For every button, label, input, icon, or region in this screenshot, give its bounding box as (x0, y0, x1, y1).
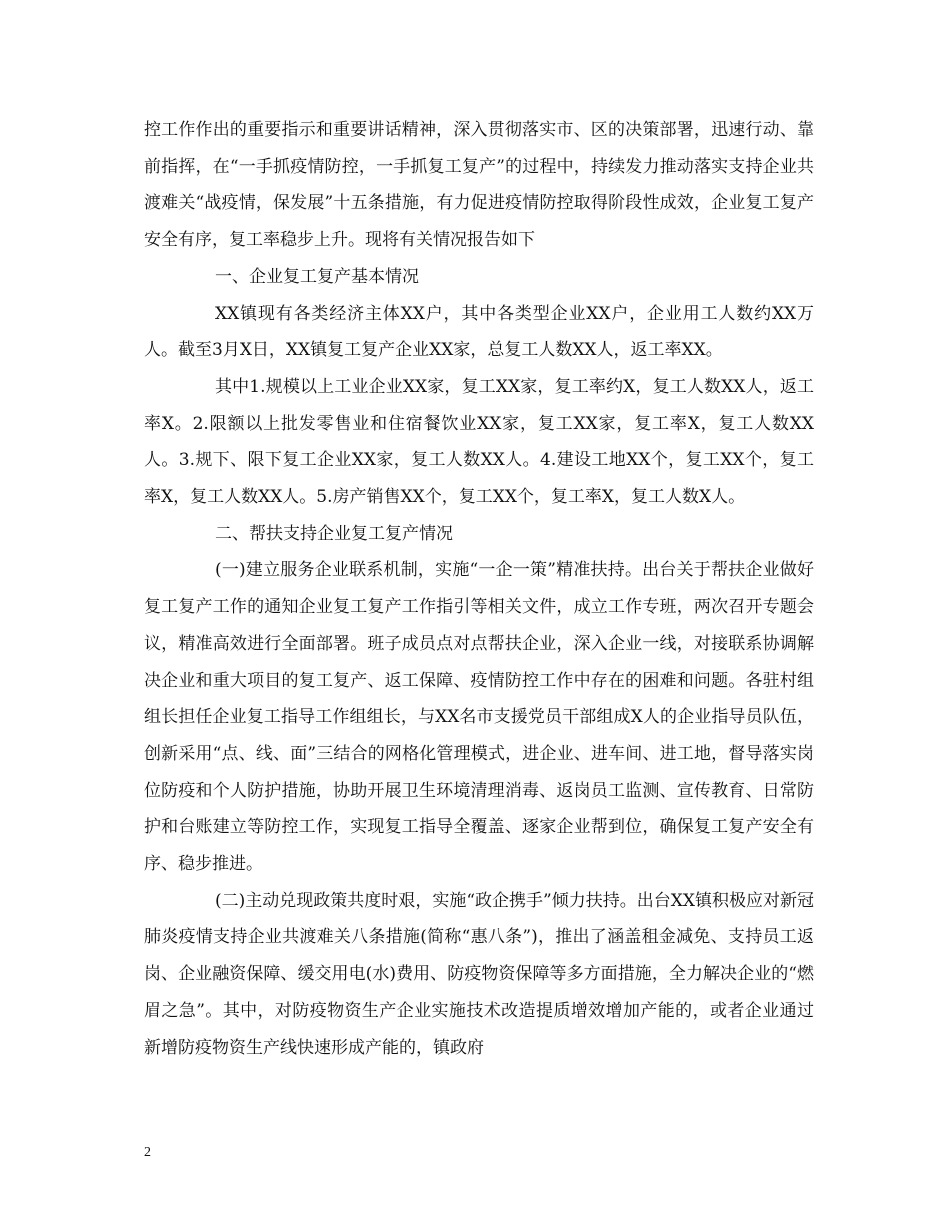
section-heading-1: 一、企业复工复产基本情况 (215, 266, 419, 287)
paragraph-measure-1: (一)建立服务企业联系机制，实施“一企一策”精准扶持。出台关于帮扶企业做好复工复产工作的通知企业复工复产工作指引等相关文件，成立工作专班，两次召开专题会议，精准高效进行全面部署。班子成员点对点帮扶企业，深入企业一线，对接联系协调解决企业和重大项目的复工复产、返工保障、疫情防控工作中存在的困难和问题。各驻村组组长担任企业复工指导工作组组长，与XX名市支援党员干部组成X人的企业指导员队伍，创新采用“点、线、面”三结合的网格化管理模式，进企业、进车间、进工地，督导落实岗位防疫和个人防护措施，协助开展卫生环境清理消毒、返岗员工监测、宣传教育、日常防护和台账建立等防控工作，实现复工指导全覆盖、逐家企业帮到位，确保复工复产安全有序、稳步推进。 (144, 560, 814, 875)
paragraph-intro-continued: 控工作作出的重要指示和重要讲话精神，深入贯彻落实市、区的决策部署，迅速行动、靠前指挥，在“一手抓疫情防控，一手抓复工复产”的过程中，持续发力推动落实支持企业共渡难关“战疫情，保发展”十五条措施，有力促进疫情防控取得阶段性成效，企业复工复产安全有序，复工率稳步上升。现将有关情况报告如下 (144, 120, 814, 251)
document-body (144, 112, 814, 1066)
section-heading-2: 二、帮扶支持企业复工复产情况 (215, 523, 453, 544)
paragraph-basic-situation: XX镇现有各类经济主体XX户，其中各类型企业XX户，企业用工人数约XX万人。截至3月X日，XX镇复工复产企业XX家，总复工人数XX人，返工率XX。 (144, 303, 814, 361)
page-number: 2 (144, 1145, 151, 1160)
paragraph-measure-2: (二)主动兑现政策共度时艰，实施“政企携手”倾力扶持。出台XX镇积极应对新冠肺炎疫情支持企业共渡难关八条措施(简称“惠八条”)，推出了涵盖租金减免、支持员工返岗、企业融资保障、缓交用电(水)费用、防疫物资保障等多方面措施，全力解决企业的“燃眉之急”。其中，对防疫物资生产企业实施技术改造提质增效增加产能的，或者企业通过新增防疫物资生产线快速形成产能的，镇政府 (144, 890, 814, 1058)
paragraph-statistics: 其中1.规模以上工业企业XX家，复工XX家，复工率约X，复工人数XX人，返工率X。2.限额以上批发零售业和住宿餐饮业XX家，复工XX家，复工率X，复工人数XX人。3.规下、限下复工企业XX家，复工人数XX人。4.建设工地XX个，复工XX个，复工率X，复工人数XX人。5.房产销售XX个，复工XX个，复工率X，复工人数X人。 (144, 376, 814, 508)
